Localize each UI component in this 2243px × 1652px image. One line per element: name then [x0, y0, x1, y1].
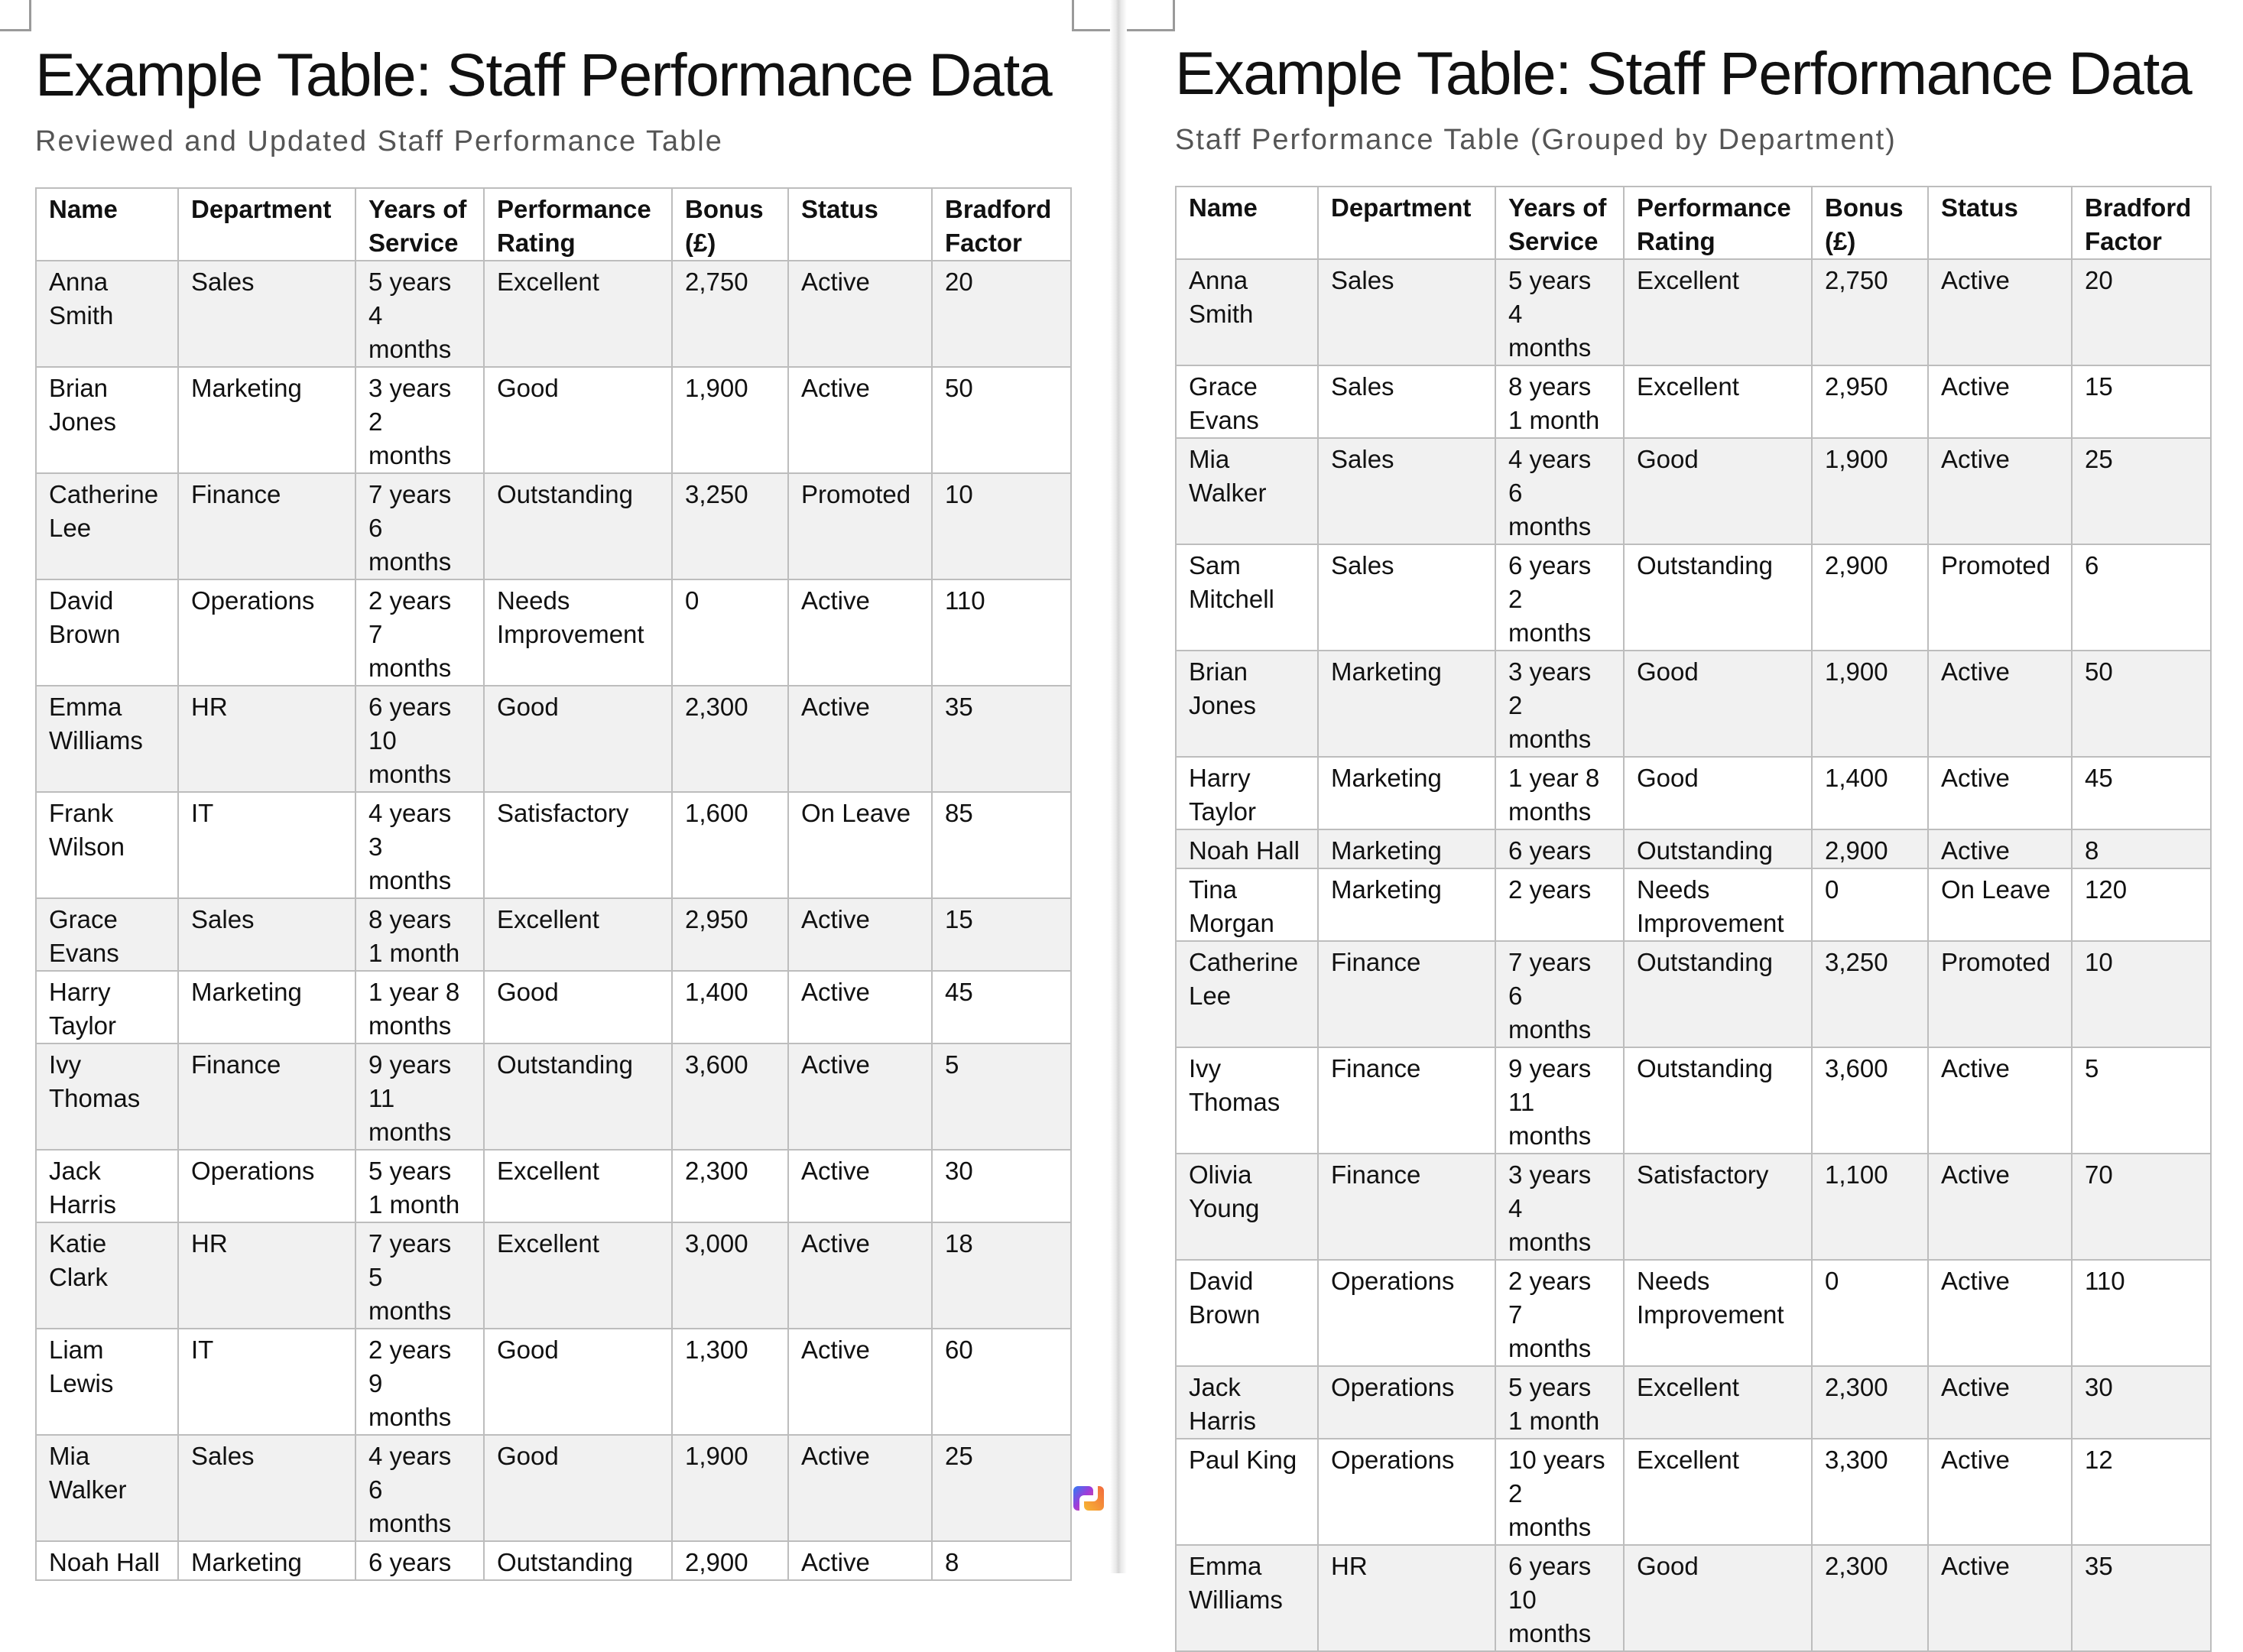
cell-performance-rating[interactable]: Excellent: [484, 898, 672, 971]
cell-department[interactable]: Marketing: [1318, 868, 1495, 941]
cell-department[interactable]: Operations: [1318, 1366, 1495, 1439]
cell-name[interactable]: Frank Wilson: [36, 792, 178, 898]
cell-bonus[interactable]: 3,000: [672, 1222, 788, 1329]
column-header-status[interactable]: Status: [788, 188, 932, 261]
page-right: [1127, 0, 2243, 1647]
cell-bradford-factor[interactable]: 35: [932, 686, 1071, 792]
cell-name[interactable]: Brian Jones: [36, 367, 178, 473]
cell-bradford-factor[interactable]: 18: [932, 1222, 1071, 1329]
cell-status[interactable]: On Leave: [1928, 868, 2072, 941]
cell-status[interactable]: Active: [788, 1222, 932, 1329]
cell-performance-rating[interactable]: Outstanding: [484, 473, 672, 579]
cell-performance-rating[interactable]: Satisfactory: [484, 792, 672, 898]
cell-status[interactable]: Active: [788, 1329, 932, 1435]
cell-status[interactable]: Active: [788, 1541, 932, 1580]
cell-bradford-factor[interactable]: 10: [2072, 941, 2211, 1047]
cell-name[interactable]: Katie Clark: [36, 1222, 178, 1329]
table-row: [1176, 868, 2211, 941]
cell-bradford-factor[interactable]: 85: [932, 792, 1071, 898]
table-row: [1176, 829, 2211, 868]
cell-status[interactable]: Active: [1928, 365, 2072, 438]
cell-name[interactable]: Ivy Thomas: [36, 1043, 178, 1150]
column-header-department[interactable]: Department: [178, 188, 355, 261]
cell-status[interactable]: Active: [788, 1150, 932, 1222]
cell-bradford-factor[interactable]: 5: [932, 1043, 1071, 1150]
cell-years-of-service[interactable]: 1 year 8 months: [1495, 757, 1624, 829]
cell-status[interactable]: Active: [788, 971, 932, 1043]
cell-status[interactable]: Active: [1928, 1439, 2072, 1545]
cell-bonus[interactable]: 1,100: [1812, 1154, 1928, 1260]
cell-performance-rating[interactable]: Excellent: [484, 1150, 672, 1222]
cell-department[interactable]: Sales: [1318, 259, 1495, 365]
cell-bradford-factor[interactable]: 50: [2072, 651, 2211, 757]
cell-years-of-service[interactable]: 7 years 5 months: [355, 1222, 484, 1329]
table-header-row: [36, 188, 1071, 261]
column-header-bradford[interactable]: Bradford Factor: [932, 188, 1071, 261]
cell-name[interactable]: Harry Taylor: [1176, 757, 1318, 829]
cell-department[interactable]: Finance: [178, 473, 355, 579]
cell-years-of-service[interactable]: 10 years 2 months: [1495, 1439, 1624, 1545]
cell-bradford-factor[interactable]: 110: [2072, 1260, 2211, 1366]
cell-department[interactable]: Marketing: [178, 971, 355, 1043]
cell-performance-rating[interactable]: Excellent: [1624, 1366, 1812, 1439]
cell-bonus[interactable]: 1,900: [1812, 651, 1928, 757]
cell-performance-rating[interactable]: Excellent: [1624, 259, 1812, 365]
table-row: [36, 686, 1071, 792]
cell-name[interactable]: Liam Lewis: [36, 1329, 178, 1435]
table-row: [36, 971, 1071, 1043]
crop-mark-top-left: [0, 0, 31, 31]
cell-name[interactable]: David Brown: [36, 579, 178, 686]
cell-bonus[interactable]: 1,900: [1812, 438, 1928, 544]
cell-status[interactable]: Active: [1928, 259, 2072, 365]
cell-performance-rating[interactable]: Good: [484, 1329, 672, 1435]
cell-status[interactable]: Active: [1928, 757, 2072, 829]
cell-bonus[interactable]: 2,300: [672, 686, 788, 792]
cell-bonus[interactable]: 2,950: [1812, 365, 1928, 438]
cell-years-of-service[interactable]: 5 years 4 months: [1495, 259, 1624, 365]
table-row: [1176, 1260, 2211, 1366]
cell-department[interactable]: HR: [178, 686, 355, 792]
cell-years-of-service[interactable]: 3 years 2 months: [1495, 651, 1624, 757]
cell-bradford-factor[interactable]: 30: [932, 1150, 1071, 1222]
cell-years-of-service[interactable]: 6 years: [355, 1541, 484, 1580]
cell-department[interactable]: Operations: [178, 579, 355, 686]
cell-department[interactable]: Sales: [1318, 365, 1495, 438]
column-header-name[interactable]: Name: [1176, 187, 1318, 259]
cell-name[interactable]: David Brown: [1176, 1260, 1318, 1366]
cell-department[interactable]: Operations: [1318, 1260, 1495, 1366]
cell-name[interactable]: Noah Hall: [36, 1541, 178, 1580]
table-row: [36, 1222, 1071, 1329]
cell-name[interactable]: Anna Smith: [36, 261, 178, 367]
column-header-name[interactable]: Name: [36, 188, 178, 261]
column-header-status[interactable]: Status: [1928, 187, 2072, 259]
cell-name[interactable]: Catherine Lee: [1176, 941, 1318, 1047]
cell-bonus[interactable]: 1,600: [672, 792, 788, 898]
column-header-bonus[interactable]: Bonus (£): [672, 188, 788, 261]
cell-bonus[interactable]: 1,900: [672, 367, 788, 473]
table-row: [36, 1435, 1071, 1541]
cell-bonus[interactable]: 3,600: [672, 1043, 788, 1150]
cell-bradford-factor[interactable]: 60: [932, 1329, 1071, 1435]
cell-name[interactable]: Sam Mitchell: [1176, 544, 1318, 651]
cell-bradford-factor[interactable]: 5: [2072, 1047, 2211, 1154]
cell-department[interactable]: Finance: [1318, 1154, 1495, 1260]
cell-name[interactable]: Brian Jones: [1176, 651, 1318, 757]
cell-years-of-service[interactable]: 8 years 1 month: [355, 898, 484, 971]
cell-name[interactable]: Jack Harris: [1176, 1366, 1318, 1439]
cell-name[interactable]: Mia Walker: [1176, 438, 1318, 544]
cell-performance-rating[interactable]: Good: [1624, 1545, 1812, 1651]
column-header-years[interactable]: Years of Service: [355, 188, 484, 261]
crop-mark-top-left: [1127, 0, 1175, 31]
cell-department[interactable]: Marketing: [178, 1541, 355, 1580]
copilot-icon[interactable]: [1070, 1480, 1107, 1517]
cell-years-of-service[interactable]: 4 years 3 months: [355, 792, 484, 898]
cell-performance-rating[interactable]: Good: [1624, 438, 1812, 544]
cell-status[interactable]: Promoted: [1928, 544, 2072, 651]
cell-bonus[interactable]: 1,900: [672, 1435, 788, 1541]
table-row: [1176, 365, 2211, 438]
cell-performance-rating[interactable]: Outstanding: [484, 1043, 672, 1150]
cell-performance-rating[interactable]: Excellent: [484, 261, 672, 367]
cell-status[interactable]: Active: [788, 367, 932, 473]
cell-performance-rating[interactable]: Outstanding: [1624, 544, 1812, 651]
cell-department[interactable]: Marketing: [1318, 651, 1495, 757]
cell-department[interactable]: Operations: [1318, 1439, 1495, 1545]
cell-performance-rating[interactable]: Excellent: [484, 1222, 672, 1329]
table-row: [1176, 1047, 2211, 1154]
cell-bonus[interactable]: 0: [1812, 1260, 1928, 1366]
cell-department[interactable]: Sales: [1318, 544, 1495, 651]
cell-bonus[interactable]: 3,600: [1812, 1047, 1928, 1154]
cell-name[interactable]: Catherine Lee: [36, 473, 178, 579]
cell-bradford-factor[interactable]: 15: [932, 898, 1071, 971]
cell-bonus[interactable]: 2,300: [1812, 1545, 1928, 1651]
cell-years-of-service[interactable]: 6 years: [1495, 829, 1624, 868]
cell-bonus[interactable]: 2,300: [1812, 1366, 1928, 1439]
crop-mark-top-right: [1072, 0, 1111, 31]
cell-years-of-service[interactable]: 6 years 2 months: [1495, 544, 1624, 651]
page-title: Example Table: Staff Performance Data: [1175, 39, 2192, 107]
cell-bonus[interactable]: 1,300: [672, 1329, 788, 1435]
cell-department[interactable]: IT: [178, 792, 355, 898]
cell-years-of-service[interactable]: 5 years 4 months: [355, 261, 484, 367]
cell-department[interactable]: HR: [178, 1222, 355, 1329]
cell-years-of-service[interactable]: 1 year 8 months: [355, 971, 484, 1043]
cell-performance-rating[interactable]: Good: [484, 367, 672, 473]
cell-performance-rating[interactable]: Outstanding: [1624, 1047, 1812, 1154]
column-header-rating[interactable]: Performance Rating: [484, 188, 672, 261]
cell-performance-rating[interactable]: Needs Improvement: [1624, 1260, 1812, 1366]
page-subtitle: Reviewed and Updated Staff Performance Table: [35, 125, 723, 157]
cell-bradford-factor[interactable]: 45: [2072, 757, 2211, 829]
cell-years-of-service[interactable]: 2 years: [1495, 868, 1624, 941]
page-left: [0, 0, 1110, 1576]
table-row: [1176, 941, 2211, 1047]
table-row: [1176, 1545, 2211, 1651]
cell-performance-rating[interactable]: Excellent: [1624, 1439, 1812, 1545]
table-body: [1176, 259, 2211, 1651]
cell-name[interactable]: Anna Smith: [1176, 259, 1318, 365]
cell-performance-rating[interactable]: Good: [1624, 757, 1812, 829]
cell-status[interactable]: Active: [1928, 1047, 2072, 1154]
table-row: [36, 898, 1071, 971]
cell-performance-rating[interactable]: Good: [1624, 651, 1812, 757]
cell-department[interactable]: Sales: [178, 261, 355, 367]
staff-table: [35, 187, 1072, 1581]
cell-years-of-service[interactable]: 7 years 6 months: [1495, 941, 1624, 1047]
cell-status[interactable]: Active: [1928, 1366, 2072, 1439]
cell-department[interactable]: HR: [1318, 1545, 1495, 1651]
cell-name[interactable]: Olivia Young: [1176, 1154, 1318, 1260]
cell-department[interactable]: Marketing: [1318, 757, 1495, 829]
table-row: [1176, 544, 2211, 651]
cell-department[interactable]: Sales: [178, 898, 355, 971]
cell-department[interactable]: IT: [178, 1329, 355, 1435]
cell-name[interactable]: Mia Walker: [36, 1435, 178, 1541]
cell-performance-rating[interactable]: Needs Improvement: [484, 579, 672, 686]
cell-department[interactable]: Marketing: [178, 367, 355, 473]
cell-years-of-service[interactable]: 2 years 9 months: [355, 1329, 484, 1435]
cell-department[interactable]: Operations: [178, 1150, 355, 1222]
cell-bradford-factor[interactable]: 10: [932, 473, 1071, 579]
table-row: [1176, 651, 2211, 757]
cell-bonus[interactable]: 3,250: [1812, 941, 1928, 1047]
cell-years-of-service[interactable]: 8 years 1 month: [1495, 365, 1624, 438]
cell-status[interactable]: Promoted: [1928, 941, 2072, 1047]
cell-status[interactable]: Active: [788, 261, 932, 367]
cell-years-of-service[interactable]: 4 years 6 months: [355, 1435, 484, 1541]
cell-bonus[interactable]: 2,900: [672, 1541, 788, 1580]
cell-performance-rating[interactable]: Outstanding: [1624, 941, 1812, 1047]
column-header-bradford[interactable]: Bradford Factor: [2072, 187, 2211, 259]
cell-bradford-factor[interactable]: 15: [2072, 365, 2211, 438]
cell-status[interactable]: Active: [788, 898, 932, 971]
column-header-department[interactable]: Department: [1318, 187, 1495, 259]
cell-bradford-factor[interactable]: 8: [932, 1541, 1071, 1580]
cell-department[interactable]: Sales: [178, 1435, 355, 1541]
table-row: [36, 792, 1071, 898]
cell-performance-rating[interactable]: Good: [484, 971, 672, 1043]
cell-bradford-factor[interactable]: 70: [2072, 1154, 2211, 1260]
cell-bonus[interactable]: 0: [672, 579, 788, 686]
cell-status[interactable]: Active: [1928, 438, 2072, 544]
column-header-bonus[interactable]: Bonus (£): [1812, 187, 1928, 259]
cell-department[interactable]: Finance: [1318, 941, 1495, 1047]
cell-name[interactable]: Jack Harris: [36, 1150, 178, 1222]
cell-bradford-factor[interactable]: 20: [932, 261, 1071, 367]
table-row: [36, 1043, 1071, 1150]
cell-performance-rating[interactable]: Outstanding: [484, 1541, 672, 1580]
staff-table-grouped: [1175, 186, 2212, 1652]
page-title: Example Table: Staff Performance Data: [35, 41, 1052, 109]
cell-name[interactable]: Grace Evans: [1176, 365, 1318, 438]
cell-bradford-factor[interactable]: 25: [932, 1435, 1071, 1541]
cell-status[interactable]: On Leave: [788, 792, 932, 898]
cell-bradford-factor[interactable]: 45: [932, 971, 1071, 1043]
cell-bradford-factor[interactable]: 8: [2072, 829, 2211, 868]
table-row: [36, 1329, 1071, 1435]
cell-name[interactable]: Emma Williams: [36, 686, 178, 792]
cell-name[interactable]: Noah Hall: [1176, 829, 1318, 868]
cell-bradford-factor[interactable]: 20: [2072, 259, 2211, 365]
cell-bradford-factor[interactable]: 110: [932, 579, 1071, 686]
cell-name[interactable]: Ivy Thomas: [1176, 1047, 1318, 1154]
cell-status[interactable]: Active: [788, 1043, 932, 1150]
table-row: [36, 579, 1071, 686]
cell-department[interactable]: Marketing: [1318, 829, 1495, 868]
cell-years-of-service[interactable]: 6 years 10 months: [355, 686, 484, 792]
cell-bradford-factor[interactable]: 50: [932, 367, 1071, 473]
table-row: [1176, 1154, 2211, 1260]
cell-years-of-service[interactable]: 9 years 11 months: [355, 1043, 484, 1150]
table-row: [1176, 259, 2211, 365]
cell-bonus[interactable]: 1,400: [672, 971, 788, 1043]
cell-bradford-factor[interactable]: 6: [2072, 544, 2211, 651]
cell-performance-rating[interactable]: Excellent: [1624, 365, 1812, 438]
table-row: [1176, 757, 2211, 829]
cell-performance-rating[interactable]: Needs Improvement: [1624, 868, 1812, 941]
cell-years-of-service[interactable]: 5 years 1 month: [355, 1150, 484, 1222]
cell-bonus[interactable]: 1,400: [1812, 757, 1928, 829]
cell-name[interactable]: Harry Taylor: [36, 971, 178, 1043]
cell-bonus[interactable]: 3,250: [672, 473, 788, 579]
cell-years-of-service[interactable]: 6 years 10 months: [1495, 1545, 1624, 1651]
cell-years-of-service[interactable]: 3 years 2 months: [355, 367, 484, 473]
cell-status[interactable]: Active: [1928, 651, 2072, 757]
cell-bonus[interactable]: 3,300: [1812, 1439, 1928, 1545]
cell-department[interactable]: Finance: [1318, 1047, 1495, 1154]
cell-name[interactable]: Emma Williams: [1176, 1545, 1318, 1651]
cell-performance-rating[interactable]: Satisfactory: [1624, 1154, 1812, 1260]
cell-status[interactable]: Active: [788, 1435, 932, 1541]
cell-bonus[interactable]: 2,750: [672, 261, 788, 367]
cell-bonus[interactable]: 2,300: [672, 1150, 788, 1222]
cell-performance-rating[interactable]: Good: [484, 686, 672, 792]
cell-status[interactable]: Promoted: [788, 473, 932, 579]
table-row: [1176, 438, 2211, 544]
cell-bonus[interactable]: 2,900: [1812, 829, 1928, 868]
table-row: [36, 473, 1071, 579]
page-subtitle: Staff Performance Table (Grouped by Department): [1175, 124, 1897, 156]
cell-status[interactable]: Active: [788, 686, 932, 792]
cell-bradford-factor[interactable]: 25: [2072, 438, 2211, 544]
cell-status[interactable]: Active: [1928, 829, 2072, 868]
cell-years-of-service[interactable]: 9 years 11 months: [1495, 1047, 1624, 1154]
cell-status[interactable]: Active: [1928, 1154, 2072, 1260]
cell-years-of-service[interactable]: 3 years 4 months: [1495, 1154, 1624, 1260]
cell-years-of-service[interactable]: 7 years 6 months: [355, 473, 484, 579]
cell-bonus[interactable]: 2,900: [1812, 544, 1928, 651]
cell-performance-rating[interactable]: Outstanding: [1624, 829, 1812, 868]
column-header-years[interactable]: Years of Service: [1495, 187, 1624, 259]
table-row: [1176, 1439, 2211, 1545]
cell-years-of-service[interactable]: 2 years 7 months: [1495, 1260, 1624, 1366]
table-header-row: [1176, 187, 2211, 259]
cell-bonus[interactable]: 2,750: [1812, 259, 1928, 365]
page-gutter: [1110, 0, 1127, 1573]
cell-department[interactable]: Finance: [178, 1043, 355, 1150]
column-header-rating[interactable]: Performance Rating: [1624, 187, 1812, 259]
table-row: [36, 261, 1071, 367]
table-row: [1176, 1366, 2211, 1439]
cell-department[interactable]: Sales: [1318, 438, 1495, 544]
cell-bonus[interactable]: 2,950: [672, 898, 788, 971]
cell-years-of-service[interactable]: 5 years 1 month: [1495, 1366, 1624, 1439]
cell-status[interactable]: Active: [1928, 1260, 2072, 1366]
cell-bradford-factor[interactable]: 30: [2072, 1366, 2211, 1439]
cell-status[interactable]: Active: [788, 579, 932, 686]
cell-years-of-service[interactable]: 4 years 6 months: [1495, 438, 1624, 544]
table-row: [36, 1541, 1071, 1580]
cell-performance-rating[interactable]: Good: [484, 1435, 672, 1541]
table-row: [36, 367, 1071, 473]
cell-bradford-factor[interactable]: 12: [2072, 1439, 2211, 1545]
cell-years-of-service[interactable]: 2 years 7 months: [355, 579, 484, 686]
table-row: [36, 1150, 1071, 1222]
cell-status[interactable]: Active: [1928, 1545, 2072, 1651]
cell-name[interactable]: Tina Morgan: [1176, 868, 1318, 941]
table-body: [36, 261, 1071, 1580]
cell-name[interactable]: Grace Evans: [36, 898, 178, 971]
cell-bradford-factor[interactable]: 35: [2072, 1545, 2211, 1651]
cell-bonus[interactable]: 0: [1812, 868, 1928, 941]
cell-bradford-factor[interactable]: 120: [2072, 868, 2211, 941]
cell-name[interactable]: Paul King: [1176, 1439, 1318, 1545]
